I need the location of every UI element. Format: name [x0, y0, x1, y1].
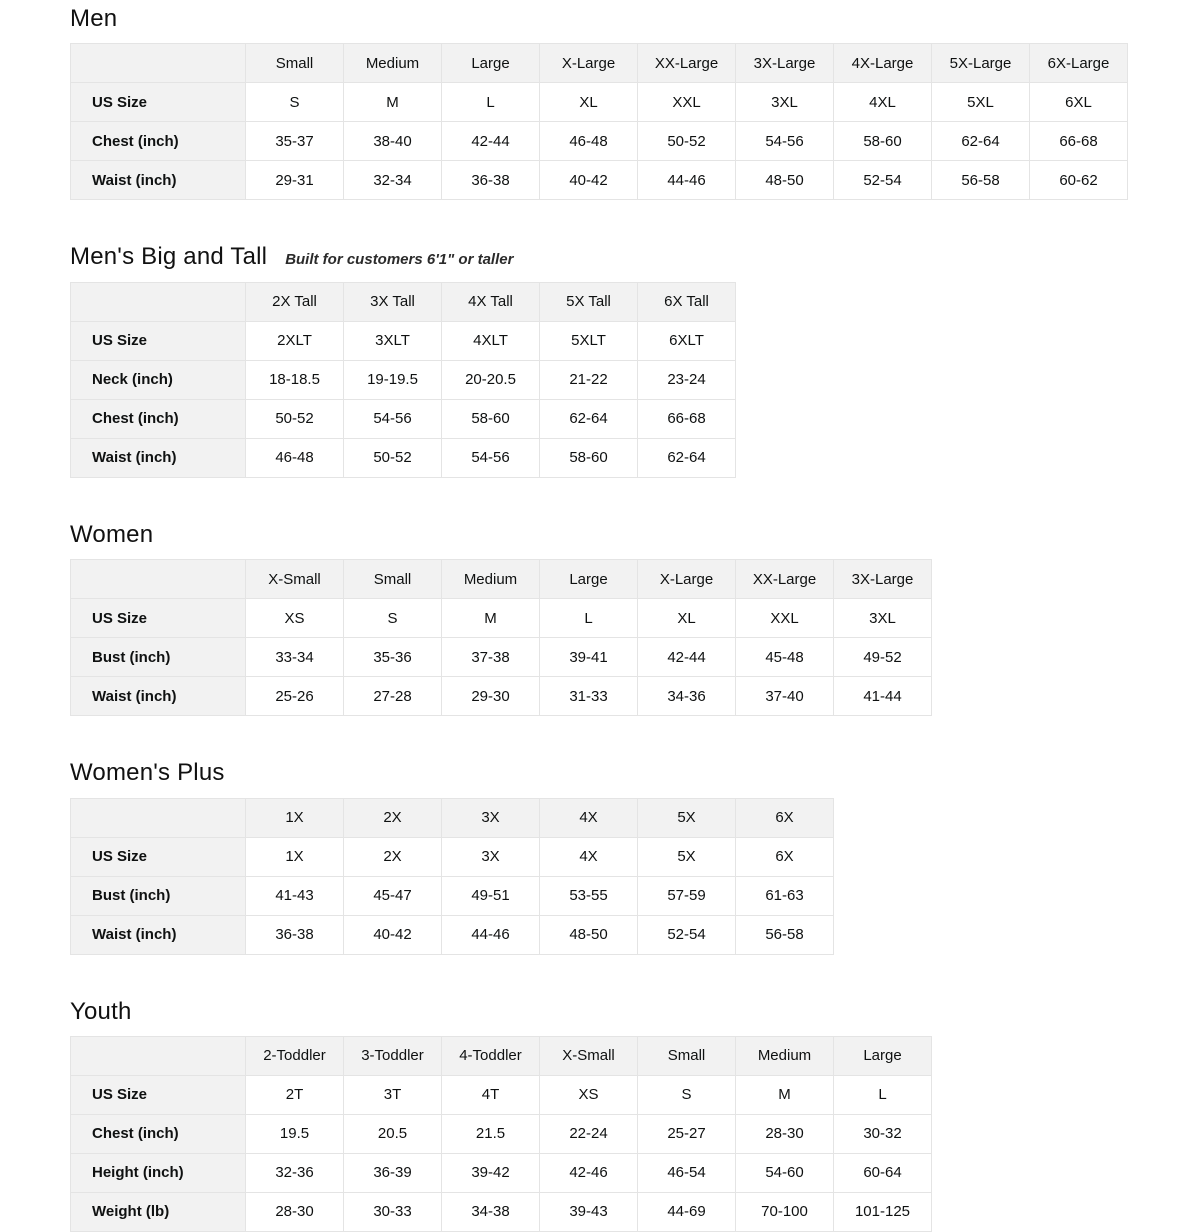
- section-title: Men's Big and Tall: [70, 243, 268, 271]
- size-value: XXL: [736, 599, 834, 638]
- size-value: 2X: [344, 837, 442, 876]
- size-value: 54-56: [442, 438, 540, 477]
- size-value: 60-64: [834, 1153, 932, 1192]
- column-header: Small: [638, 1036, 736, 1075]
- table-row: [71, 1192, 932, 1231]
- column-header: 3X: [442, 798, 540, 837]
- size-value: XL: [638, 599, 736, 638]
- size-value: 40-42: [540, 161, 638, 200]
- column-header: 2X: [344, 798, 442, 837]
- column-header: Large: [540, 560, 638, 599]
- size-value: 42-44: [638, 638, 736, 677]
- size-table: [70, 559, 932, 716]
- size-value: 23-24: [638, 360, 736, 399]
- size-value: M: [442, 599, 540, 638]
- size-value: 48-50: [540, 915, 638, 954]
- size-value: 44-46: [442, 915, 540, 954]
- size-value: 57-59: [638, 876, 736, 915]
- column-header: XX-Large: [736, 560, 834, 599]
- size-value: 5XLT: [540, 321, 638, 360]
- size-value: 6XLT: [638, 321, 736, 360]
- size-value: 49-51: [442, 876, 540, 915]
- table-row: [71, 399, 736, 438]
- size-value: 53-55: [540, 876, 638, 915]
- section-header: [70, 522, 1200, 548]
- size-value: XL: [540, 83, 638, 122]
- section-title: Men: [70, 5, 118, 32]
- size-value: 60-62: [1030, 161, 1128, 200]
- size-value: 35-37: [246, 122, 344, 161]
- size-value: L: [834, 1075, 932, 1114]
- size-value: 6XL: [1030, 83, 1128, 122]
- column-header: Medium: [736, 1036, 834, 1075]
- section-subtitle: Built for customers 6'1" or taller: [285, 251, 514, 269]
- table-row: [71, 1153, 932, 1192]
- size-value: 61-63: [736, 876, 834, 915]
- size-value: M: [736, 1075, 834, 1114]
- size-value: 46-48: [246, 438, 344, 477]
- size-value: 21-22: [540, 360, 638, 399]
- row-label: Neck (inch): [71, 360, 246, 399]
- size-value: 37-40: [736, 677, 834, 716]
- size-value: S: [638, 1075, 736, 1114]
- size-value: 2T: [246, 1075, 344, 1114]
- column-header-row: [71, 282, 736, 321]
- size-value: 27-28: [344, 677, 442, 716]
- size-table: [70, 1036, 932, 1232]
- column-header: 3X Tall: [344, 282, 442, 321]
- column-header: Medium: [442, 560, 540, 599]
- size-value: 35-36: [344, 638, 442, 677]
- column-header: 3X-Large: [834, 560, 932, 599]
- size-value: 19.5: [246, 1114, 344, 1153]
- row-label: Bust (inch): [71, 638, 246, 677]
- column-header: Small: [246, 44, 344, 83]
- row-label: Waist (inch): [71, 677, 246, 716]
- size-value: 4XL: [834, 83, 932, 122]
- size-value: 4X: [540, 837, 638, 876]
- column-header: X-Large: [540, 44, 638, 83]
- size-value: 32-34: [344, 161, 442, 200]
- column-header: X-Large: [638, 560, 736, 599]
- size-value: 62-64: [932, 122, 1030, 161]
- size-value: 22-24: [540, 1114, 638, 1153]
- size-value: 20.5: [344, 1114, 442, 1153]
- table-row: [71, 321, 736, 360]
- size-value: 41-43: [246, 876, 344, 915]
- size-value: 20-20.5: [442, 360, 540, 399]
- size-value: 46-48: [540, 122, 638, 161]
- row-label: Waist (inch): [71, 161, 246, 200]
- table-row: [71, 83, 1128, 122]
- row-label: Chest (inch): [71, 1114, 246, 1153]
- column-header: 1X: [246, 798, 344, 837]
- corner-cell: [71, 282, 246, 321]
- size-value: 34-38: [442, 1192, 540, 1231]
- size-value: XS: [246, 599, 344, 638]
- size-value: 19-19.5: [344, 360, 442, 399]
- row-label: US Size: [71, 83, 246, 122]
- column-header: 6X: [736, 798, 834, 837]
- size-chart-section: [70, 6, 1200, 200]
- size-value: 39-42: [442, 1153, 540, 1192]
- section-header: [70, 6, 1200, 32]
- size-chart-section: [70, 760, 1200, 954]
- size-value: 34-36: [638, 677, 736, 716]
- table-row: [71, 677, 932, 716]
- column-header-row: [71, 560, 932, 599]
- row-label: Bust (inch): [71, 876, 246, 915]
- row-label: US Size: [71, 599, 246, 638]
- size-value: L: [442, 83, 540, 122]
- size-value: 50-52: [344, 438, 442, 477]
- size-value: 1X: [246, 837, 344, 876]
- column-header: 4X Tall: [442, 282, 540, 321]
- table-row: [71, 1114, 932, 1153]
- table-row: [71, 837, 834, 876]
- size-value: 36-39: [344, 1153, 442, 1192]
- size-value: 39-41: [540, 638, 638, 677]
- size-value: 56-58: [736, 915, 834, 954]
- size-value: 45-47: [344, 876, 442, 915]
- column-header: 3X-Large: [736, 44, 834, 83]
- size-value: 54-56: [736, 122, 834, 161]
- size-value: 29-31: [246, 161, 344, 200]
- section-title: Youth: [70, 997, 132, 1025]
- column-header: XX-Large: [638, 44, 736, 83]
- size-value: 62-64: [638, 438, 736, 477]
- size-value: 31-33: [540, 677, 638, 716]
- size-value: 48-50: [736, 161, 834, 200]
- size-value: 46-54: [638, 1153, 736, 1192]
- table-row: [71, 599, 932, 638]
- column-header: 4X-Large: [834, 44, 932, 83]
- size-value: 42-46: [540, 1153, 638, 1192]
- size-value: 30-33: [344, 1192, 442, 1231]
- column-header: 4X: [540, 798, 638, 837]
- section-header: [70, 999, 1200, 1025]
- column-header: Large: [834, 1036, 932, 1075]
- size-table: [70, 798, 834, 955]
- size-value: 66-68: [638, 399, 736, 438]
- size-chart-section: [70, 522, 1200, 716]
- column-header: 5X-Large: [932, 44, 1030, 83]
- size-value: S: [246, 83, 344, 122]
- size-value: 18-18.5: [246, 360, 344, 399]
- size-value: 4T: [442, 1075, 540, 1114]
- table-row: [71, 122, 1128, 161]
- size-value: L: [540, 599, 638, 638]
- size-chart-section: [70, 999, 1200, 1232]
- column-header-row: [71, 798, 834, 837]
- size-value: 5X: [638, 837, 736, 876]
- size-value: 40-42: [344, 915, 442, 954]
- size-value: 3XL: [736, 83, 834, 122]
- size-value: 66-68: [1030, 122, 1128, 161]
- section-header: [70, 760, 1200, 786]
- row-label: Weight (lb): [71, 1192, 246, 1231]
- size-value: 25-27: [638, 1114, 736, 1153]
- column-header: 4-Toddler: [442, 1036, 540, 1075]
- size-value: XS: [540, 1075, 638, 1114]
- size-value: 3X: [442, 837, 540, 876]
- size-value: 54-56: [344, 399, 442, 438]
- column-header: 6X-Large: [1030, 44, 1128, 83]
- corner-cell: [71, 1036, 246, 1075]
- size-table: [70, 43, 1128, 200]
- size-value: 58-60: [834, 122, 932, 161]
- size-value: 50-52: [246, 399, 344, 438]
- size-value: 33-34: [246, 638, 344, 677]
- section-header: [70, 244, 1200, 270]
- size-value: 58-60: [540, 438, 638, 477]
- size-value: 44-69: [638, 1192, 736, 1231]
- size-value: 4XLT: [442, 321, 540, 360]
- corner-cell: [71, 44, 246, 83]
- row-label: Height (inch): [71, 1153, 246, 1192]
- section-title: Women: [70, 520, 154, 548]
- column-header: 6X Tall: [638, 282, 736, 321]
- table-row: [71, 438, 736, 477]
- row-label: US Size: [71, 321, 246, 360]
- column-header: X-Small: [246, 560, 344, 599]
- size-value: 3XLT: [344, 321, 442, 360]
- size-value: 49-52: [834, 638, 932, 677]
- size-value: S: [344, 599, 442, 638]
- column-header: Medium: [344, 44, 442, 83]
- size-value: 5XL: [932, 83, 1030, 122]
- size-value: 3XL: [834, 599, 932, 638]
- size-value: 37-38: [442, 638, 540, 677]
- section-title: Women's Plus: [70, 759, 225, 787]
- size-value: 36-38: [442, 161, 540, 200]
- size-value: 28-30: [246, 1192, 344, 1231]
- table-row: [71, 161, 1128, 200]
- size-value: 54-60: [736, 1153, 834, 1192]
- size-value: XXL: [638, 83, 736, 122]
- size-value: 3T: [344, 1075, 442, 1114]
- size-value: 30-32: [834, 1114, 932, 1153]
- table-row: [71, 876, 834, 915]
- table-row: [71, 360, 736, 399]
- size-value: 36-38: [246, 915, 344, 954]
- size-value: 32-36: [246, 1153, 344, 1192]
- size-value: 56-58: [932, 161, 1030, 200]
- column-header: 2-Toddler: [246, 1036, 344, 1075]
- size-value: 62-64: [540, 399, 638, 438]
- column-header: Large: [442, 44, 540, 83]
- size-value: 52-54: [638, 915, 736, 954]
- column-header-row: [71, 1036, 932, 1075]
- size-value: 50-52: [638, 122, 736, 161]
- size-value: 2XLT: [246, 321, 344, 360]
- column-header: Small: [344, 560, 442, 599]
- column-header-row: [71, 44, 1128, 83]
- size-table: [70, 282, 736, 478]
- column-header: X-Small: [540, 1036, 638, 1075]
- size-value: 38-40: [344, 122, 442, 161]
- row-label: US Size: [71, 837, 246, 876]
- column-header: 2X Tall: [246, 282, 344, 321]
- corner-cell: [71, 798, 246, 837]
- row-label: US Size: [71, 1075, 246, 1114]
- corner-cell: [71, 560, 246, 599]
- size-chart-section: [70, 244, 1200, 477]
- table-row: [71, 915, 834, 954]
- size-value: 6X: [736, 837, 834, 876]
- size-value: 70-100: [736, 1192, 834, 1231]
- size-value: 29-30: [442, 677, 540, 716]
- row-label: Chest (inch): [71, 122, 246, 161]
- column-header: 5X: [638, 798, 736, 837]
- size-value: 28-30: [736, 1114, 834, 1153]
- size-value: 21.5: [442, 1114, 540, 1153]
- size-value: 101-125: [834, 1192, 932, 1231]
- size-value: 44-46: [638, 161, 736, 200]
- size-value: 45-48: [736, 638, 834, 677]
- column-header: 5X Tall: [540, 282, 638, 321]
- size-value: 42-44: [442, 122, 540, 161]
- row-label: Waist (inch): [71, 438, 246, 477]
- size-value: 41-44: [834, 677, 932, 716]
- table-row: [71, 1075, 932, 1114]
- size-value: 58-60: [442, 399, 540, 438]
- size-value: 39-43: [540, 1192, 638, 1231]
- table-row: [71, 638, 932, 677]
- size-value: 52-54: [834, 161, 932, 200]
- column-header: 3-Toddler: [344, 1036, 442, 1075]
- row-label: Waist (inch): [71, 915, 246, 954]
- size-value: M: [344, 83, 442, 122]
- size-value: 25-26: [246, 677, 344, 716]
- row-label: Chest (inch): [71, 399, 246, 438]
